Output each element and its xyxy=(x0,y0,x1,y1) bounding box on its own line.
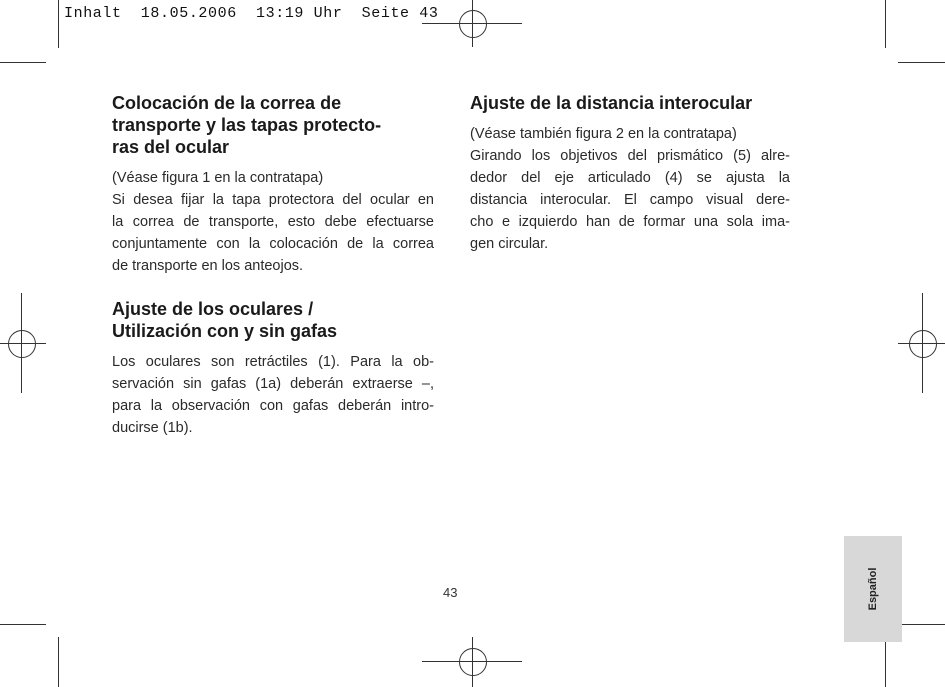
text-line: para la observación con gafas deberán intro- xyxy=(112,398,434,414)
section-paragraph-eyepieces xyxy=(112,351,434,439)
page-number: 43 xyxy=(443,585,458,600)
text-line: servación sin gafas (1a) deberán extraerse –, xyxy=(112,376,434,392)
crop-mark xyxy=(885,0,886,48)
language-tab xyxy=(844,536,902,642)
crop-mark xyxy=(885,637,886,687)
text-line: Si desea fijar la tapa protectora del ocular en xyxy=(112,192,434,208)
crop-mark xyxy=(58,0,59,48)
heading-line: transporte y las tapas protecto- xyxy=(112,115,382,135)
text-line: Girando los objetivos del prismático (5) alre- xyxy=(470,148,790,164)
registration-circle-icon xyxy=(459,648,487,676)
text-line: conjuntamente con la colocación de la correa xyxy=(112,236,434,252)
heading-line: ras del ocular xyxy=(112,137,230,157)
right-column xyxy=(470,92,790,255)
registration-circle-icon xyxy=(8,330,36,358)
text-line: cho e izquierdo han de formar una sola ima- xyxy=(470,214,790,230)
crop-mark xyxy=(0,62,46,63)
section-heading-strap-caps xyxy=(112,92,434,158)
text-line: la correa de transporte, esto debe efectuarse xyxy=(112,214,434,230)
text-line: dedor del eje articulado (4) se ajusta la xyxy=(470,170,790,186)
crop-mark xyxy=(898,624,945,625)
text-line: (Véase figura 1 en la contratapa) xyxy=(112,170,324,186)
heading-line: Ajuste de la distancia interocular xyxy=(470,93,753,113)
text-line: ducirse (1b). xyxy=(112,420,193,436)
text-line: gen circular. xyxy=(470,236,549,252)
section-paragraph-interocular xyxy=(470,123,790,255)
registration-circle-icon xyxy=(909,330,937,358)
heading-line: Colocación de la correa de xyxy=(112,93,342,113)
crop-mark xyxy=(0,624,46,625)
crop-mark xyxy=(58,637,59,687)
language-tab-label: Español xyxy=(867,567,879,611)
text-line: (Véase también figura 2 en la contratapa) xyxy=(470,126,737,142)
text-line: de transporte en los anteojos. xyxy=(112,258,304,274)
crop-mark xyxy=(898,62,945,63)
section-heading-eyepieces xyxy=(112,298,434,342)
text-line: distancia interocular. El campo visual dere- xyxy=(470,192,790,208)
section-paragraph-strap-caps xyxy=(112,167,434,277)
heading-line: Utilización con y sin gafas xyxy=(112,321,338,341)
heading-line: Ajuste de los oculares / xyxy=(112,299,314,319)
header-slug: Inhalt 18.05.2006 13:19 Uhr Seite 43 xyxy=(64,5,439,22)
left-column xyxy=(112,92,434,439)
registration-circle-icon xyxy=(459,10,487,38)
section-heading-interocular xyxy=(470,92,790,114)
text-line: Los oculares son retráctiles (1). Para la ob- xyxy=(112,354,434,370)
